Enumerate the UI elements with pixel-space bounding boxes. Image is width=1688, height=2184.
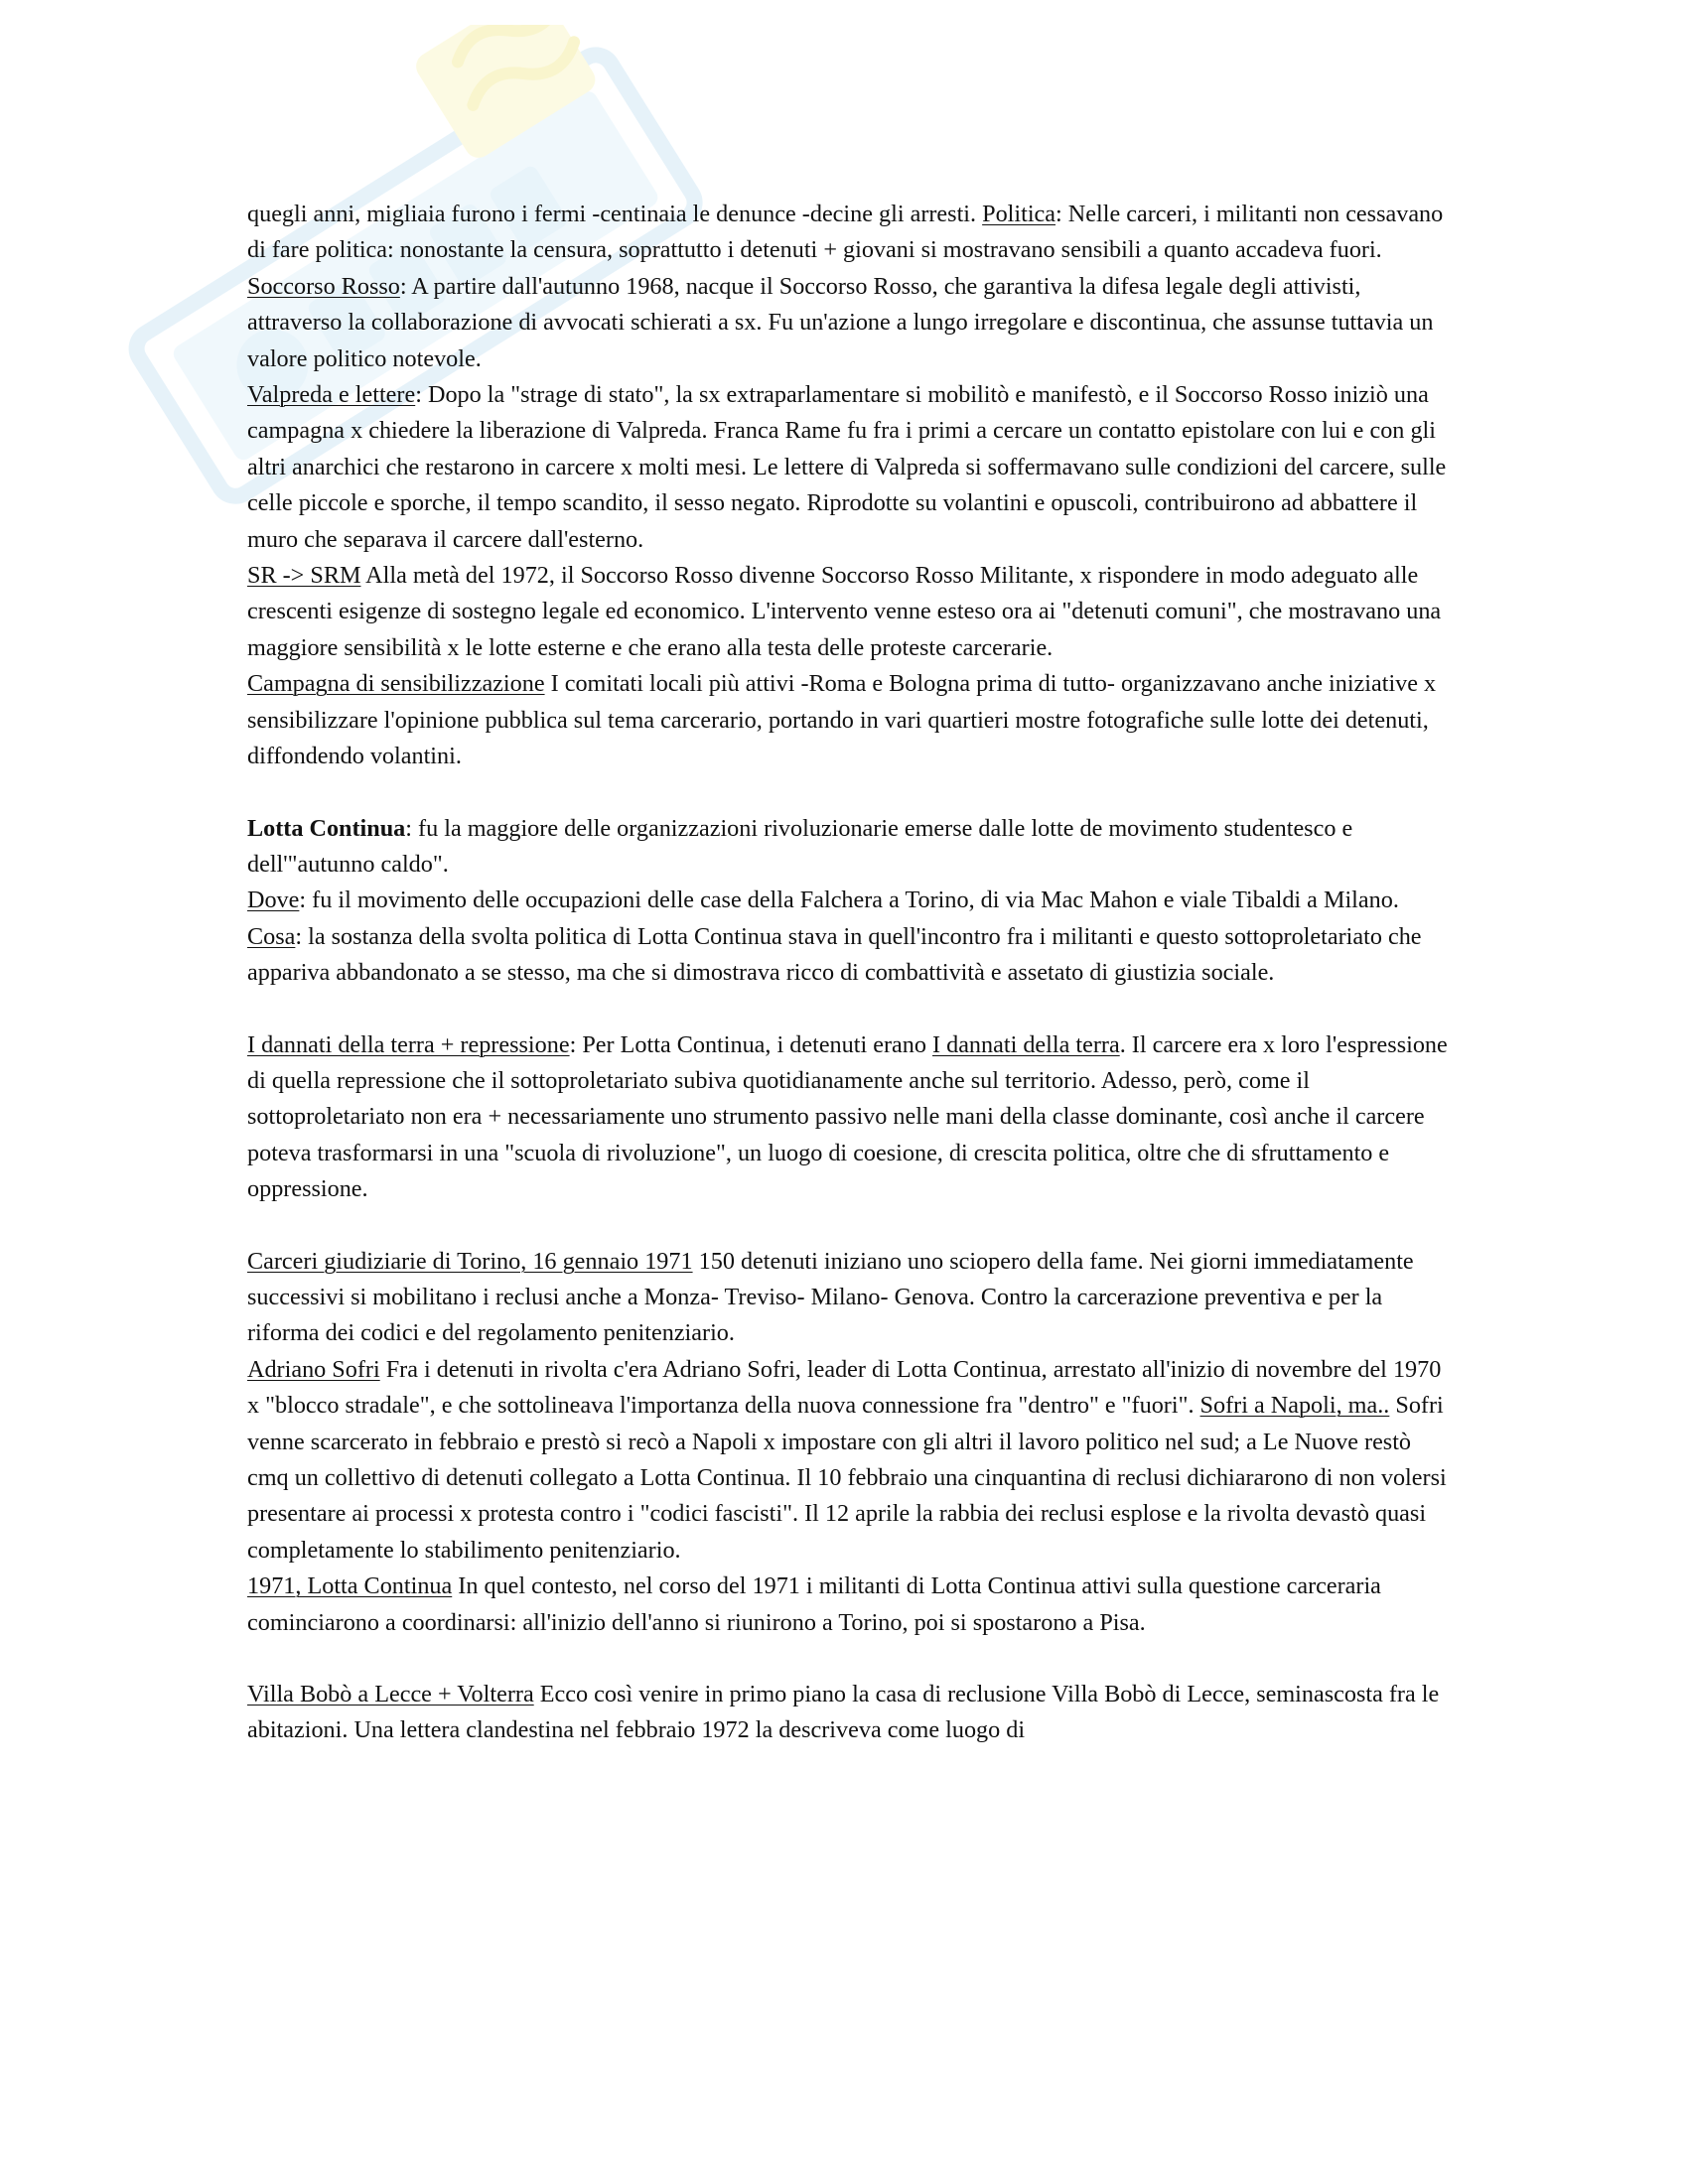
body-text: Sofri venne scarcerato in febbraio e prestò si recò a Napoli x impostare con gli altri il lavoro politico nel sud; a Le Nuove restò cmq un collettivo di detenuti collegato a Lotta Continua. Il 10 febbraio una cinquantina di reclusi dichiararono di non volersi presentare ai processi x protesta contro i "codici fascisti". Il 12 aprile la rabbia dei reclusi esplose e la rivolta devastò quasi completamente lo stabilimento penitenziario. bbox=[247, 1392, 1447, 1564]
underlined-heading: Cosa bbox=[247, 922, 296, 950]
underlined-heading: SR -> SRM bbox=[247, 562, 361, 590]
underlined-heading: 1971, Lotta Continua bbox=[247, 1572, 453, 1600]
underlined-heading: Soccorso Rosso bbox=[247, 272, 400, 300]
body-text: Fra i detenuti in rivolta c'era Adriano Sofri, leader di Lotta Continua, arrestato all'inizio di novembre del 1970 x "blocco stradale", e che sottolineava l'importanza della nuova connessione fra "dentro" e "fuori". bbox=[247, 1355, 1442, 1420]
paragraph-carceri-torino bbox=[247, 1244, 1449, 1352]
body-text: : la sostanza della svolta politica di Lotta Continua stava in quell'incontro fra i militanti e questo sottoproletariato che appariva abbandonato a se stesso, ma che si dimostrava ricco di combattività e assetato di giustizia sociale. bbox=[247, 922, 1422, 987]
paragraph-dove bbox=[247, 883, 1449, 918]
body-text: I comitati locali più attivi -Roma e Bologna prima di tutto- organizzavano anche iniziative x sensibilizzare l'opinione pubblica sul tema carcerario, portando in vari quartieri mostre fotografiche sulle lotte dei detenuti, diffondendo volantini. bbox=[247, 670, 1437, 770]
body-text: : Nelle carceri, i militanti non cessavano di fare politica: nonostante la censura, soprattutto i detenuti + giovani si mostravano sensibili a quanto accadeva fuori. bbox=[247, 201, 1444, 264]
bold-heading: Lotta Continua bbox=[247, 814, 406, 842]
body-text: Alla metà del 1972, il Soccorso Rosso divenne Soccorso Rosso Militante, x rispondere in modo adeguato alle crescenti esigenze di sostegno legale ed economico. L'intervento venne esteso ora ai "detenuti comuni", che mostravano una maggiore sensibilità x le lotte esterne e che erano alla testa delle proteste carcerarie. bbox=[247, 562, 1442, 661]
underlined-heading: Sofri a Napoli, ma.. bbox=[1199, 1392, 1390, 1420]
underlined-heading: Valpreda e lettere bbox=[247, 381, 416, 409]
underlined-heading: Adriano Sofri bbox=[247, 1355, 380, 1383]
paragraph-campagna-sensibilizzazione bbox=[247, 666, 1449, 774]
underlined-heading: Campagna di sensibilizzazione bbox=[247, 670, 545, 698]
paragraph-sr-srm bbox=[247, 558, 1449, 666]
underlined-heading: I dannati della terra + repressione bbox=[247, 1030, 570, 1058]
underlined-heading: Dove bbox=[247, 887, 300, 914]
underlined-heading: Carceri giudiziarie di Torino, 16 gennaio 1971 bbox=[247, 1247, 693, 1275]
body-text: . Il carcere era x loro l'espressione di quella repressione che il sottoproletariato subiva quotidianamente anche sul territorio. Adesso, però, come il sottoproletariato non era + necessariamente uno strumento passivo nelle mani della classe dominante, così anche il carcere poteva trasformarsi in una "scuola di rivoluzione", un luogo di coesione, di crescita politica, oltre che di sfruttamento e oppressione. bbox=[247, 1030, 1448, 1203]
paragraph-villa-bobo bbox=[247, 1677, 1449, 1749]
paragraph-cosa bbox=[247, 919, 1449, 992]
body-text: quegli anni, migliaia furono i fermi -centinaia le denunce -decine gli arresti. bbox=[247, 201, 983, 227]
paragraph-politica bbox=[247, 197, 1449, 269]
document-body bbox=[247, 197, 1449, 1749]
paragraph-valpreda-lettere bbox=[247, 377, 1449, 558]
body-text: 150 detenuti iniziano uno sciopero della fame. Nei giorni immediatamente successivi si mobilitano i reclusi anche a Monza- Treviso- Milano- Genova. Contro la carcerazione preventiva e per la riforma dei codici e del regolamento penitenziario. bbox=[247, 1247, 1414, 1347]
underlined-heading: I dannati della terra bbox=[932, 1030, 1120, 1058]
body-text: : fu la maggiore delle organizzazioni rivoluzionarie emerse dalle lotte de movimento studentesco e dell'"autunno caldo". bbox=[247, 814, 1353, 878]
body-text: : Per Lotta Continua, i detenuti erano bbox=[569, 1030, 932, 1058]
body-text: : fu il movimento delle occupazioni delle case della Falchera a Torino, di via Mac Mahon e viale Tibaldi a Milano. bbox=[299, 887, 1399, 914]
body-text: In quel contesto, nel corso del 1971 i militanti di Lotta Continua attivi sulla questione carceraria cominciarono a coordinarsi: all'inizio dell'anno si riunirono a Torino, poi si spostarono a Pisa. bbox=[247, 1572, 1381, 1636]
paragraph-lotta-continua bbox=[247, 811, 1449, 884]
underlined-heading: Villa Bobò a Lecce + Volterra bbox=[247, 1681, 534, 1708]
body-text: : Dopo la "strage di stato", la sx extraparlamentare si mobilitò e manifestò, e il Soccorso Rosso iniziò una campagna x chiedere la liberazione di Valpreda. Franca Rame fu fra i primi a cercare un contatto epistolare con lui e con gli altri anarchici che restarono in carcere x molti mesi. Le lettere di Valpreda si soffermavano sulle condizioni del carcere, sulle celle piccole e sporche, il tempo scandito, il sesso negato. Riprodotte su volantini e opuscoli, contribuirono ad abbattere il muro che separava il carcere dall'esterno. bbox=[247, 381, 1447, 553]
paragraph-adriano-sofri bbox=[247, 1352, 1449, 1569]
underlined-heading: Politica bbox=[982, 201, 1056, 227]
paragraph-dannati-della-terra bbox=[247, 1027, 1449, 1208]
body-text: Ecco così venire in primo piano la casa di reclusione Villa Bobò di Lecce, seminascosta fra le abitazioni. Una lettera clandestina nel febbraio 1972 la descriveva come luogo di bbox=[247, 1681, 1440, 1744]
body-text: : A partire dall'autunno 1968, nacque il Soccorso Rosso, che garantiva la difesa legale degli attivisti, attraverso la collaborazione di avvocati schierati a sx. Fu un'azione a lungo irregolare e discontinua, che assunse tuttavia un valore politico notevole. bbox=[247, 272, 1434, 372]
paragraph-soccorso-rosso bbox=[247, 269, 1449, 377]
paragraph-1971-lotta-continua bbox=[247, 1569, 1449, 1641]
